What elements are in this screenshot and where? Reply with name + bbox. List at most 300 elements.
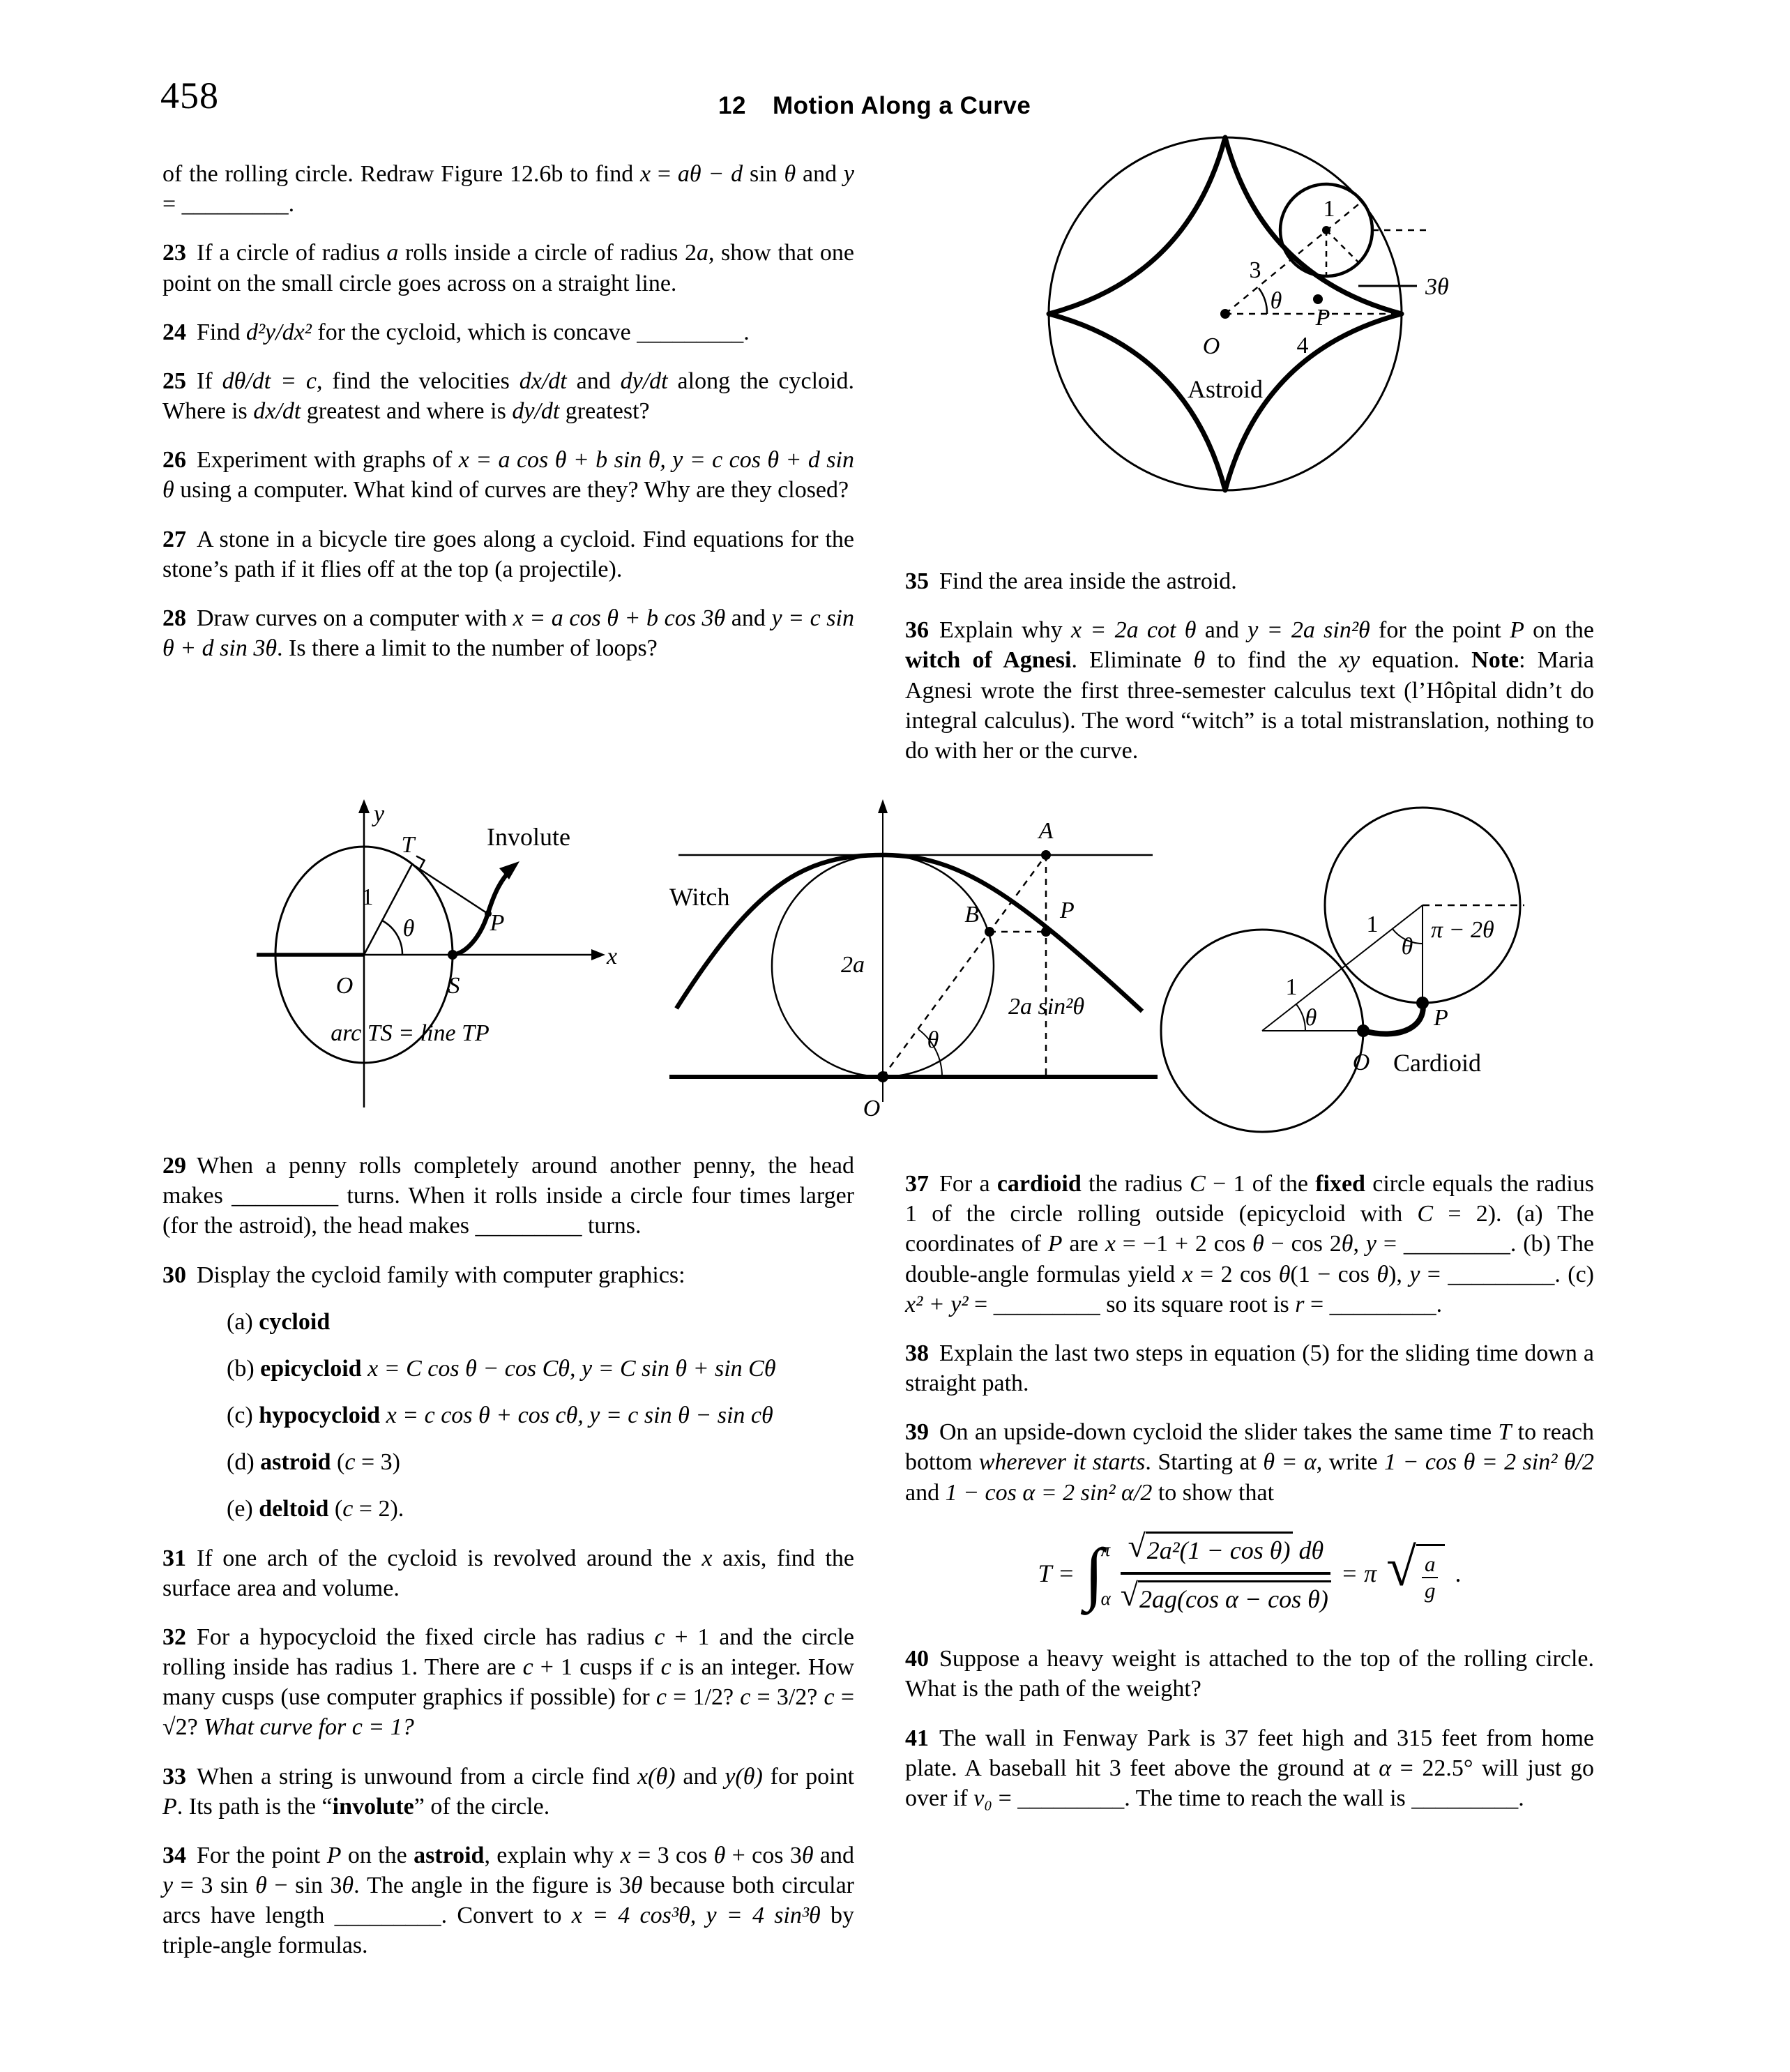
problem-40 (905, 1644, 1594, 1704)
text-run: x (701, 1545, 713, 1571)
label-4: 4 (1296, 333, 1309, 358)
text-run: C (1190, 1171, 1206, 1197)
problem-33 (162, 1762, 854, 1822)
witch-figure (640, 794, 1171, 1165)
problem-text (939, 568, 1237, 594)
label-2a: 2a (841, 952, 865, 978)
text-run: astroid (414, 1842, 485, 1868)
radical-sign: √ (1386, 1536, 1416, 1598)
text-run: the radius (1081, 1171, 1190, 1197)
problem-text (905, 1419, 1594, 1505)
problem-text (162, 527, 854, 582)
problem-list-right-top (905, 566, 1594, 766)
text-run: dy/dt (512, 398, 560, 425)
involute-figure (167, 790, 711, 1132)
numerator (1121, 1527, 1330, 1575)
problem-number: 33 (162, 1763, 186, 1790)
text-run: x (620, 1842, 631, 1868)
integral-limits (1101, 1535, 1111, 1612)
problem-35 (905, 566, 1594, 596)
text-run: ( (331, 1449, 345, 1476)
point-b-dot (985, 927, 994, 937)
problem-23 (162, 238, 854, 298)
label-p: P (1434, 1005, 1448, 1031)
text-run: for the point (1370, 617, 1510, 644)
text-run: involute (332, 1793, 414, 1820)
label-radius-1: 1 (1323, 196, 1335, 222)
problem-text (162, 240, 854, 296)
equation-rhs-eq: = π (1340, 1559, 1377, 1587)
problem-text (905, 1340, 1594, 1396)
text-run: x (1105, 1231, 1116, 1257)
text-run: When a penny rolls completely around another penny, the head makes _________ turns. When it rolls inside a circle four times larger (for the astroid), the head makes _________ turns. (162, 1153, 854, 1239)
text-run: deltoid (259, 1496, 329, 1522)
problem-text (162, 447, 854, 503)
text-run: (c) (227, 1402, 259, 1429)
problem-number: 28 (162, 605, 186, 631)
text-run: . Is there a limit to the number of loops? (277, 635, 658, 662)
text-run: = 2). (353, 1496, 404, 1522)
problem-text (162, 1843, 854, 1959)
problem-36 (905, 615, 1594, 766)
text-run: aθ − d (677, 161, 743, 187)
label-theta: θ (927, 1027, 939, 1053)
text-run (362, 1356, 368, 1382)
problem-29 (162, 1151, 854, 1241)
text-run: hypocycloid (259, 1402, 381, 1429)
text-run: P (1047, 1231, 1063, 1257)
text-run: ( (328, 1496, 343, 1522)
problem-text (905, 1646, 1594, 1702)
equation-lhs: T = (1038, 1559, 1075, 1587)
point-p-dot (1313, 294, 1323, 304)
right-angle-marker (416, 856, 425, 869)
center-line (1262, 905, 1423, 1031)
text-run: The wall in Fenway Park is 37 feet high and 315 feet from home plate. A baseball hit 3 feet above the ground at (905, 1725, 1594, 1781)
problem-text (162, 605, 854, 661)
text-run: + 1 cusps if (533, 1654, 661, 1681)
text-run: of the rolling circle. Redraw Figure 12.6b to find (162, 161, 641, 187)
text-run: , write (1316, 1449, 1385, 1476)
label-s: S (448, 973, 460, 999)
text-run: When a string is unwound from a circle find (197, 1763, 638, 1790)
text-run: for the cycloid, which is concave _________. (311, 319, 750, 345)
text-run: = _________ so its square root is (968, 1291, 1296, 1317)
chapter-title: Motion Along a Curve (772, 92, 1031, 119)
axis-arrow (878, 799, 888, 813)
text-run: v₀ (973, 1785, 993, 1811)
text-run: Suppose a heavy weight is attached to the top of the rolling circle. What is the path of the weight? (905, 1646, 1594, 1702)
problem-text (162, 368, 854, 424)
text-run: rolls inside a circle of radius 2 (398, 240, 697, 266)
text-run: = _________. The time to reach the wall is _________. (992, 1785, 1524, 1811)
text-run: xy (1338, 647, 1360, 674)
text-run: x (1182, 1261, 1193, 1287)
text-run: = √2? (162, 1684, 854, 1741)
text-run: greatest and where is (301, 398, 513, 425)
problem-number: 34 (162, 1842, 186, 1868)
problem-39 (905, 1417, 1594, 1508)
label-p: P (1315, 305, 1330, 331)
text-run: on the (341, 1842, 414, 1868)
numerator-sqrt (1128, 1527, 1293, 1567)
radical-sign: √ (1128, 1527, 1146, 1564)
label-1: 1 (361, 884, 374, 910)
text-run: x² + y² (905, 1291, 969, 1317)
text-run: P (1510, 617, 1524, 644)
problem-24 (162, 317, 854, 347)
problem-list-right-bottom-a (905, 1169, 1594, 1508)
label-x: x (607, 944, 618, 969)
text-run: c (654, 1624, 665, 1650)
label-a: A (1038, 818, 1054, 844)
text-run: and (566, 368, 621, 394)
text-run: using a computer. What kind of curves are they? Why are they closed? (174, 477, 849, 504)
rhs-sqrt (1386, 1536, 1445, 1603)
problem-subitem (227, 1494, 854, 1524)
text-run: Explain why (939, 617, 1071, 644)
left-column-bottom (162, 1151, 854, 1980)
text-run: and (675, 1763, 725, 1790)
text-run: = _________. (c) (1420, 1261, 1594, 1287)
problem-38 (905, 1338, 1594, 1398)
text-run: because both circular arcs have length _________. Convert to (162, 1873, 854, 1929)
text-run: c (824, 1684, 835, 1711)
integral-group (1084, 1535, 1111, 1612)
text-run: wherever it starts (978, 1449, 1146, 1476)
text-run: dy/dt (620, 368, 668, 394)
equation-period: . (1455, 1559, 1462, 1587)
text-run: θ (1376, 1261, 1389, 1287)
text-run: witch of Agnesi (905, 647, 1072, 674)
arc-note: arc TS = line TP (331, 1020, 490, 1046)
x-axis-arrow (591, 949, 605, 960)
text-run: θ (713, 1842, 726, 1868)
spoke-down-right (1326, 230, 1359, 263)
text-run: = 3) (355, 1449, 400, 1476)
text-run: θ (1341, 1231, 1353, 1257)
text-run: along the cycloid. Where is (162, 368, 854, 425)
text-run: cycloid (259, 1308, 331, 1335)
origin-dot (877, 1071, 888, 1082)
problem-number: 25 (162, 368, 186, 394)
problem-30 (162, 1260, 854, 1525)
problem-list-left-bottom (162, 1151, 854, 1961)
label-o: O (335, 973, 354, 999)
text-run: to reach bottom (905, 1419, 1595, 1476)
text-run: C (1417, 1201, 1434, 1227)
text-run: Find the area inside the astroid. (939, 568, 1237, 594)
text-run: c (344, 1449, 356, 1476)
figure-caption: Witch (669, 883, 730, 911)
integral-sign: ∫ (1084, 1534, 1104, 1612)
denominator (1121, 1575, 1331, 1616)
text-run: . Starting at (1145, 1449, 1264, 1476)
text-run: A stone in a bicycle tire goes along a cycloid. Find equations for the stone’s path if it flies off at the top (a projectile). (162, 526, 854, 582)
text-run: = 2). (a) The coordinates of (905, 1201, 1594, 1257)
text-run: θ (630, 1873, 643, 1899)
page-number: 458 (160, 75, 219, 116)
problem-27 (162, 524, 854, 584)
problem-number: 36 (905, 617, 929, 644)
label-radius-3: 3 (1249, 257, 1261, 283)
text-run: and (813, 1842, 854, 1868)
witch-curve (676, 855, 1142, 1011)
problem-number: 24 (162, 319, 186, 345)
text-run: y (162, 1873, 174, 1899)
label-b: B (964, 902, 979, 928)
theta-arc (1259, 288, 1267, 314)
denominator-sqrt (1120, 1577, 1331, 1616)
text-run: x = 2a cot θ (1070, 617, 1197, 644)
problem-text (162, 1153, 854, 1239)
problem-text (197, 319, 750, 345)
denominator-radicand: 2ag(cos α − cos θ) (1138, 1580, 1331, 1616)
text-run: y = 2a sin²θ (1247, 617, 1370, 644)
problem-37 (905, 1169, 1594, 1319)
chapter-header (718, 91, 1031, 121)
text-run: x = 4 cos³θ, y = 4 sin³θ (571, 1903, 821, 1929)
text-run: and (905, 1479, 946, 1506)
text-run: For the point (197, 1842, 327, 1868)
text-run: θ (1252, 1231, 1264, 1257)
astroid-figure (1004, 124, 1618, 557)
text-run: are (1062, 1231, 1105, 1257)
text-run: y = c sin θ + d sin 3θ (162, 605, 854, 662)
radical-sign: √ (1120, 1577, 1139, 1613)
problem-31 (162, 1543, 854, 1603)
label-3theta: 3θ (1425, 274, 1449, 300)
text-run: Explain the last two steps in equation (5) for the sliding time down a straight path. (905, 1340, 1594, 1397)
problem-subitem (227, 1447, 854, 1477)
label-y: y (374, 801, 385, 827)
text-run: and (725, 605, 772, 631)
problem-number: 26 (162, 447, 186, 474)
cardioid-arc (1363, 1001, 1423, 1034)
text-run: = 3 sin (173, 1873, 256, 1899)
text-run: (d) (227, 1449, 261, 1476)
label-o: O (863, 1096, 881, 1121)
text-run: for point (762, 1763, 855, 1790)
problem-28 (162, 603, 854, 663)
point-o-dot (1357, 1024, 1370, 1037)
text-run: On an upside-down cycloid the slider takes the same time (939, 1419, 1499, 1446)
text-run: sin (743, 161, 784, 187)
text-run: , find the velocities (317, 368, 519, 394)
tangent-line (412, 864, 491, 916)
text-run: = 2 cos (1192, 1261, 1279, 1287)
label-p: P (490, 910, 505, 936)
problem-number: 31 (162, 1545, 186, 1571)
problem-number: 29 (162, 1153, 186, 1179)
a-over-g (1418, 1552, 1443, 1603)
text-run: a (696, 240, 708, 266)
text-run: = _________. (1304, 1291, 1443, 1317)
problem-number: 41 (905, 1725, 929, 1751)
text-run: is an integer. How many cusps (use computer graphics if possible) for (162, 1654, 854, 1711)
secant-dashed (883, 855, 1046, 1077)
problem-number: 40 (905, 1646, 929, 1672)
text-run: Draw curves on a computer with (197, 605, 513, 631)
text-run: − cos 2 (1264, 1231, 1342, 1257)
text-run (380, 1402, 386, 1428)
text-run: = −1 + 2 cos (1115, 1231, 1252, 1257)
text-run: c (342, 1496, 354, 1522)
upper-limit: π (1100, 1539, 1111, 1561)
problem-number: 27 (162, 526, 186, 552)
text-run: fixed (1315, 1171, 1365, 1197)
problem-subitem (227, 1307, 854, 1337)
text-run: T (1498, 1419, 1512, 1446)
numerator-dtheta: dθ (1298, 1536, 1324, 1564)
text-run: , explain why (484, 1842, 621, 1868)
problem-25 (162, 366, 854, 426)
text-run: P (326, 1842, 342, 1868)
text-run: greatest? (559, 398, 650, 425)
text-run: on the (1524, 617, 1595, 644)
text-run: astroid (260, 1449, 331, 1476)
text-run: x = a cos θ + b sin θ, y = c cos θ + d sin θ (162, 447, 854, 504)
text-run: x = c cos θ + cos cθ, y = c sin θ − sin cθ (386, 1402, 773, 1429)
problem-number: 35 (905, 568, 929, 594)
text-run: − 1 of the (1205, 1171, 1316, 1197)
text-run: = _________. (b) The double-angle formulas yield (905, 1231, 1594, 1287)
text-run: cardioid (996, 1171, 1082, 1197)
text-run: Display the cycloid family with computer graphics: (197, 1262, 685, 1288)
text-run: dx/dt (519, 368, 567, 394)
text-run: = 22.5° will just go over if (905, 1755, 1594, 1811)
text-run: Experiment with graphs of (197, 447, 459, 474)
text-run: . Its path is the “ (176, 1793, 333, 1820)
text-run: to find the (1205, 647, 1339, 674)
text-run: by triple-angle formulas. (162, 1903, 854, 1959)
text-run: θ (255, 1873, 267, 1899)
text-run: ” of the circle. (414, 1793, 550, 1820)
text-run: = 3 cos (630, 1842, 714, 1868)
problem-text (162, 1545, 854, 1601)
text-run: θ = α (1263, 1449, 1317, 1476)
problem-number: 30 (162, 1262, 186, 1288)
lower-limit: α (1100, 1588, 1111, 1610)
point-s-dot (448, 950, 457, 960)
text-run: . Eliminate (1071, 647, 1194, 674)
rhs-radicand (1416, 1544, 1446, 1603)
theta-arc (382, 921, 402, 955)
text-run: − sin 3 (266, 1873, 342, 1899)
text-run: If one arch of the cycloid is revolved around the (197, 1545, 702, 1571)
label-1-upper: 1 (1366, 912, 1379, 937)
rhs-top: a (1424, 1552, 1436, 1577)
text-run: axis, find the surface area and volume. (162, 1545, 854, 1601)
point-p-dot (1041, 927, 1051, 937)
text-run: c (522, 1654, 533, 1681)
text-run: For a hypocycloid the fixed circle has radius (197, 1624, 655, 1650)
problem-list-right-bottom-b (905, 1644, 1594, 1813)
label-theta: θ (402, 916, 415, 942)
chapter-number: 12 (718, 92, 746, 119)
text-run: x = C cos θ − cos Cθ, y = C sin θ + sin Cθ (367, 1355, 776, 1382)
text-run: and (1196, 617, 1248, 644)
problem-number: 37 (905, 1171, 929, 1197)
label-theta-lower: θ (1305, 1005, 1317, 1031)
point-a-dot (1041, 850, 1051, 860)
text-run: If a circle of radius (197, 240, 387, 266)
text-run: to show that (1152, 1479, 1275, 1506)
text-run: epicycloid (260, 1355, 362, 1382)
problem-text (905, 617, 1594, 764)
figure-caption: Astroid (1188, 375, 1263, 403)
label-theta-upper: θ (1401, 934, 1413, 960)
text-run: c (655, 1684, 667, 1711)
text-run: = 1/2? (666, 1684, 741, 1711)
figure-caption: Cardioid (1393, 1049, 1481, 1077)
text-run: . The angle in the figure is 3 (354, 1873, 631, 1899)
text-run: y(θ) (725, 1763, 763, 1790)
problem-subitem (227, 1354, 854, 1384)
text-run: r (1295, 1291, 1305, 1317)
problem-text (905, 1171, 1594, 1317)
fraction (1120, 1527, 1331, 1616)
problem-number: 32 (162, 1624, 186, 1650)
text-run: c (740, 1684, 751, 1711)
text-run: (a) (227, 1308, 259, 1335)
text-run: (1 − cos (1290, 1261, 1377, 1287)
text-run: For a (939, 1171, 997, 1197)
problem-number: 23 (162, 240, 186, 266)
text-run: dθ/dt = c (222, 368, 317, 394)
problem-number: 38 (905, 1340, 929, 1366)
cardioid-figure (1151, 780, 1640, 1172)
problem-text (197, 1262, 685, 1288)
text-run: 1 − cos θ = 2 sin² θ/2 (1384, 1449, 1595, 1476)
text-run: = 3/2? (750, 1684, 824, 1711)
right-column-top (905, 566, 1594, 785)
radius-dashed-line (1225, 202, 1362, 314)
center-dot (1220, 309, 1230, 319)
text-run: ), (1388, 1261, 1410, 1287)
text-run: If (197, 368, 222, 394)
text-run: What curve for c = 1? (204, 1714, 414, 1741)
label-o: O (1202, 333, 1220, 359)
label-pi-minus-2theta: π − 2θ (1431, 917, 1494, 943)
label-1-lower: 1 (1285, 974, 1298, 1000)
text-run: x(θ) (637, 1763, 676, 1790)
text-run: , show that one point on the small circle goes across on a straight line. (162, 240, 854, 296)
problem-text (162, 1764, 854, 1820)
text-run: , (1353, 1231, 1366, 1257)
left-column-top (162, 159, 854, 682)
problem-41 (905, 1723, 1594, 1814)
point-p-dot (1416, 997, 1429, 1009)
numerator-radicand: 2a²(1 − cos θ) (1146, 1532, 1294, 1567)
text-run: (e) (227, 1496, 259, 1522)
problem-26 (162, 445, 854, 505)
text-run: d²y/dx² (245, 319, 312, 345)
text-run: Find (197, 319, 246, 345)
text-run: x (640, 161, 651, 187)
text-run: = (651, 161, 678, 187)
problem-text (162, 1624, 854, 1741)
text-run: P (162, 1793, 177, 1820)
problem-list-left-top (162, 238, 854, 663)
text-run: dx/dt (253, 398, 301, 425)
label-o: O (1352, 1050, 1370, 1075)
text-run: α (1379, 1755, 1392, 1781)
problem-34 (162, 1840, 854, 1961)
text-run: y (1365, 1231, 1376, 1257)
problem-number: 39 (905, 1419, 929, 1446)
text-run: (b) (227, 1355, 261, 1382)
